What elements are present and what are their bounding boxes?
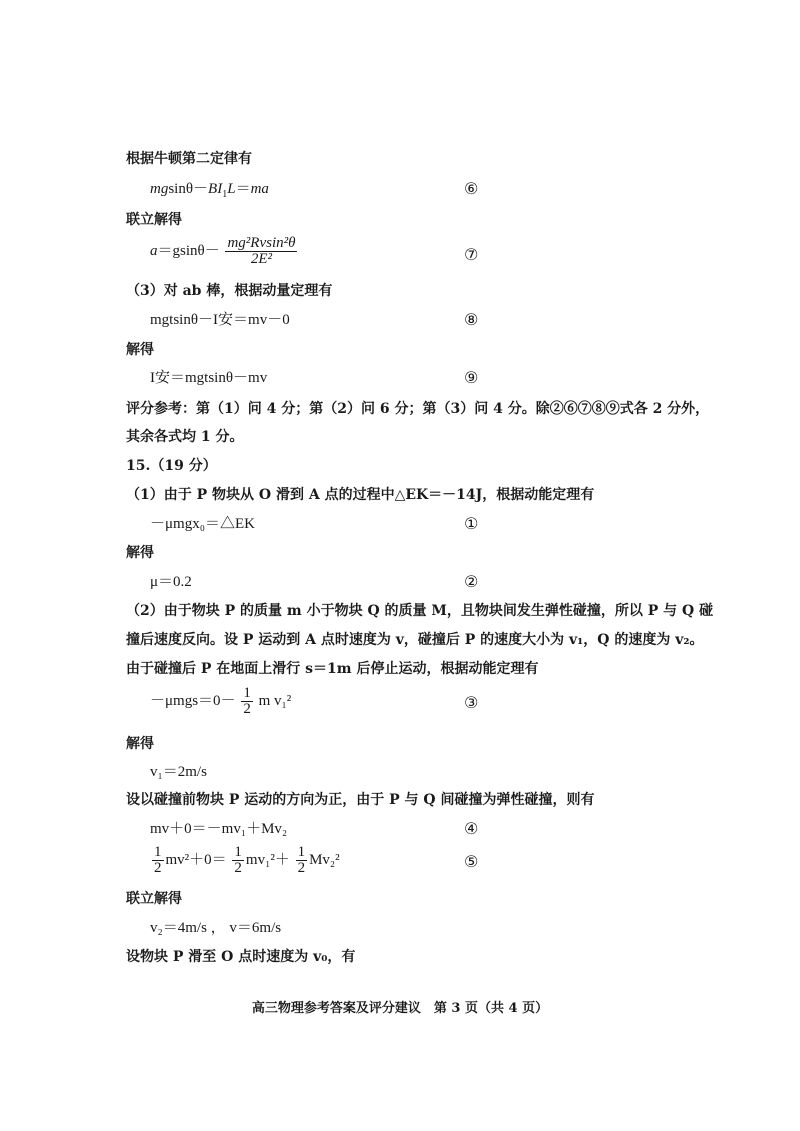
text-line: 评分参考：第（1）问 4 分；第（2）问 6 分；第（3）问 4 分。除②⑥⑦⑧⑨式各 2 分外， xyxy=(126,401,710,417)
equation-2: μ＝0.2 xyxy=(150,574,192,590)
equation-9: I安＝mgtsinθ－mv xyxy=(150,370,268,386)
equation-4: mv＋0＝－mv₁＋Mv₂ xyxy=(150,821,288,837)
text-line: 解得 xyxy=(126,545,154,561)
equation-number-8: ⑧ xyxy=(464,310,479,329)
equation-6: $mgsin\theta-BI_1L=ma$ xyxy=(150,181,269,200)
fraction: $\frac{1}{2}$ xyxy=(243,685,251,717)
equation-3: －μmgs＝0－ $\frac{1}{2}$ m v₁² xyxy=(150,685,292,717)
text-line: （1）由于 P 物块从 O 滑到 A 点的过程中△EK＝－14J，根据动能定理有 xyxy=(126,487,595,503)
equation-v1: v₁＝2m/s xyxy=(150,764,207,780)
text-line: 解得 xyxy=(126,342,154,358)
equation-number-9: ⑨ xyxy=(464,368,479,387)
text-line: 联立解得 xyxy=(126,891,182,907)
text-line: 设以碰撞前物块 P 运动的方向为正，由于 P 与 Q 间碰撞为弹性碰撞，则有 xyxy=(126,792,595,808)
text-line: （2）由于物块 P 的质量 m 小于物块 Q 的质量 M，且物块间发生弹性碰撞，所以 P 与 Q 碰 xyxy=(126,603,714,619)
equation-8: mgtsinθ－I安＝mv－0 xyxy=(150,312,290,328)
text-line: 根据牛顿第二定律有 xyxy=(126,151,252,167)
equation-number-6: ⑥ xyxy=(464,179,479,198)
fraction: $\frac{1}{2}$ xyxy=(297,844,306,876)
text-line: 由于碰撞后 P 在地面上滑行 s＝1m 后停止运动，根据动能定理有 xyxy=(126,661,539,677)
equation-number-2: ② xyxy=(464,572,479,591)
equation-number-1: ① xyxy=(464,514,479,533)
equation-number-4: ④ xyxy=(464,819,479,838)
section-heading: 15.（19 分） xyxy=(126,458,217,474)
text-line: 解得 xyxy=(126,736,154,752)
fraction: $\frac{\text{mg²Rvsin²θ}}{\text{2E²}}$ xyxy=(227,235,296,267)
fraction: $\frac{1}{2}$ xyxy=(154,844,162,876)
page-footer: 高三物理参考答案及评分建议 第 3 页（共 4 页） xyxy=(251,1001,549,1016)
equation-1: －μmgx₀＝△EK xyxy=(150,516,255,532)
equation-number-7: ⑦ xyxy=(464,245,479,264)
equation-v2: v₂＝4m/s ， v＝6m/s xyxy=(150,920,282,936)
equation-7: a＝gsinθ－ $\frac{\text{mg²Rvsin²θ}}{\text{2E²}}$ xyxy=(150,235,296,267)
fraction: $\frac{1}{2}$ xyxy=(234,844,242,876)
text-line: 其余各式均 1 分。 xyxy=(126,429,244,445)
equation-5: $\frac{1}{2}$ mv²＋0＝ $\frac{1}{2}$ mv₁²＋ $\frac{1}{2}$ Mv₂² xyxy=(154,844,340,876)
text-line: 撞后速度反向。设 P 运动到 A 点时速度为 v，碰撞后 P 的速度大小为 v₁，Q 的速度为 v₂。 xyxy=(126,632,704,648)
equation-number-5: ⑤ xyxy=(464,852,479,871)
equation-number-3: ③ xyxy=(464,693,479,712)
text-line: 联立解得 xyxy=(126,212,182,228)
text-line: （3）对 ab 棒，根据动量定理有 xyxy=(126,283,333,299)
text-line: 设物块 P 滑至 O 点时速度为 v₀，有 xyxy=(126,949,356,965)
